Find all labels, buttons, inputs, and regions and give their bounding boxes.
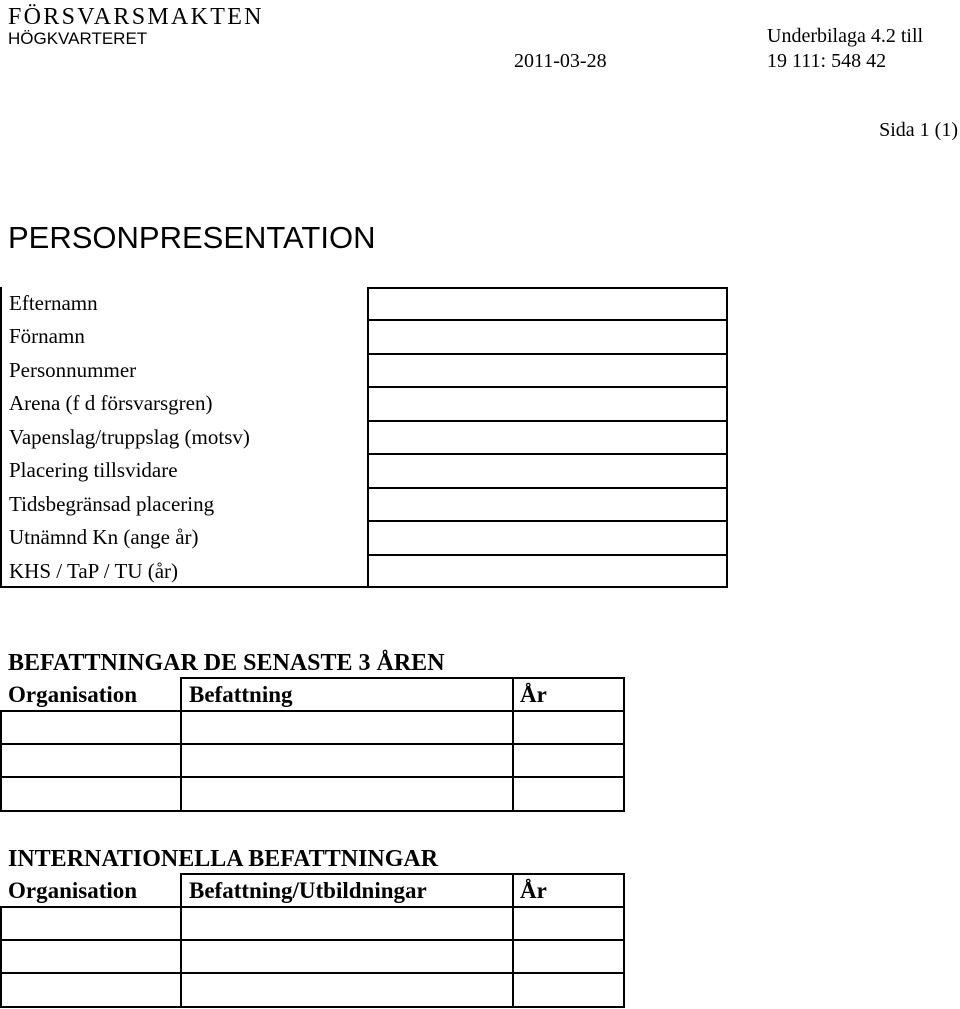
column-header-year: År (520, 878, 547, 903)
position-education-cell[interactable] (182, 941, 512, 974)
table-border (0, 810, 625, 812)
permanent-placement-field[interactable] (369, 454, 726, 487)
positions-table (0, 677, 625, 812)
org-name: FÖRSVARSMAKTEN (8, 4, 264, 30)
international-section-title: INTERNATIONELLA BEFATTNINGAR (8, 846, 439, 872)
reference-line-1: Underbilaga 4.2 till (767, 25, 924, 47)
field-row-personal-number (0, 354, 728, 387)
field-row-education (0, 555, 728, 588)
table-border (0, 586, 728, 588)
reference-line-2: 19 111: 548 42 (767, 50, 887, 72)
organisation-cell[interactable] (2, 941, 180, 974)
field-label: Efternamn (9, 291, 98, 315)
table-row (0, 778, 625, 811)
table-border (0, 906, 2, 1008)
first-name-field[interactable] (369, 320, 726, 353)
table-border (368, 420, 728, 422)
position-education-cell[interactable] (182, 908, 512, 941)
year-cell[interactable] (514, 941, 623, 974)
field-row-arena (0, 387, 728, 420)
field-label: Förnamn (9, 324, 85, 348)
temporary-placement-field[interactable] (369, 488, 726, 521)
branch-field[interactable] (369, 421, 726, 454)
table-border (512, 677, 514, 812)
table-border (0, 743, 625, 745)
table-border (0, 776, 625, 778)
page-title: PERSONPRESENTATION (8, 220, 376, 255)
table-border (726, 287, 728, 588)
table-border (0, 906, 625, 908)
field-row-temporary-placement (0, 488, 728, 521)
table-border (623, 873, 625, 1008)
table-border (0, 287, 2, 588)
person-fields-table (0, 287, 728, 588)
international-table (0, 873, 625, 1008)
column-header-position-education: Befattning/Utbildningar (189, 878, 427, 903)
field-label: KHS / TaP / TU (år) (9, 559, 179, 583)
field-row-last-name (0, 287, 728, 320)
positions-section-title: BEFATTNINGAR DE SENASTE 3 ÅREN (8, 650, 445, 676)
field-label: Vapenslag/truppslag (motsv) (9, 425, 250, 449)
year-cell[interactable] (514, 745, 623, 778)
field-label: Tidsbegränsad placering (9, 492, 215, 516)
arena-field[interactable] (369, 387, 726, 420)
table-border (368, 386, 728, 388)
column-header-year: År (520, 682, 547, 707)
table-border (368, 287, 728, 289)
year-cell[interactable] (514, 974, 623, 1007)
table-border (623, 677, 625, 812)
table-row (0, 974, 625, 1007)
personal-number-field[interactable] (369, 354, 726, 387)
table-row (0, 941, 625, 974)
table-border (368, 453, 728, 455)
field-label: Placering tillsvidare (9, 458, 178, 482)
table-border (180, 873, 625, 875)
org-subtitle: HÖGKVARTERET (8, 29, 148, 48)
document-date: 2011-03-28 (514, 50, 607, 72)
table-border (368, 319, 728, 321)
table-row (0, 908, 625, 941)
table-row (0, 745, 625, 778)
page-number: Sida 1 (1) (879, 119, 958, 141)
table-border (0, 939, 625, 941)
table-border (0, 710, 625, 712)
organisation-cell[interactable] (2, 712, 180, 745)
table-border (0, 972, 625, 974)
organisation-cell[interactable] (2, 778, 180, 811)
column-header-position: Befattning (189, 682, 293, 707)
organisation-cell[interactable] (2, 745, 180, 778)
table-border (368, 487, 728, 489)
year-cell[interactable] (514, 908, 623, 941)
field-row-appointed (0, 521, 728, 554)
table-border (512, 873, 514, 1008)
organisation-cell[interactable] (2, 908, 180, 941)
table-border (180, 677, 182, 812)
table-border (0, 1006, 625, 1008)
position-education-cell[interactable] (182, 974, 512, 1007)
field-label: Personnummer (9, 358, 137, 382)
table-border (367, 287, 369, 588)
field-label: Utnämnd Kn (ange år) (9, 525, 199, 549)
table-border (368, 353, 728, 355)
column-header-organisation: Organisation (8, 878, 138, 903)
education-year-field[interactable] (369, 555, 726, 588)
year-cell[interactable] (514, 712, 623, 745)
field-row-first-name (0, 320, 728, 353)
appointed-year-field[interactable] (369, 521, 726, 554)
table-row (0, 712, 625, 745)
table-border (368, 554, 728, 556)
table-border (180, 677, 625, 679)
year-cell[interactable] (514, 778, 623, 811)
column-header-organisation: Organisation (8, 682, 138, 707)
position-cell[interactable] (182, 745, 512, 778)
table-border (368, 520, 728, 522)
position-cell[interactable] (182, 712, 512, 745)
organisation-cell[interactable] (2, 974, 180, 1007)
field-row-permanent-placement (0, 454, 728, 487)
table-border (0, 710, 2, 812)
field-row-branch (0, 421, 728, 454)
table-border (180, 873, 182, 1008)
field-label: Arena (f d försvarsgren) (9, 391, 213, 415)
position-cell[interactable] (182, 778, 512, 811)
last-name-field[interactable] (369, 287, 726, 320)
